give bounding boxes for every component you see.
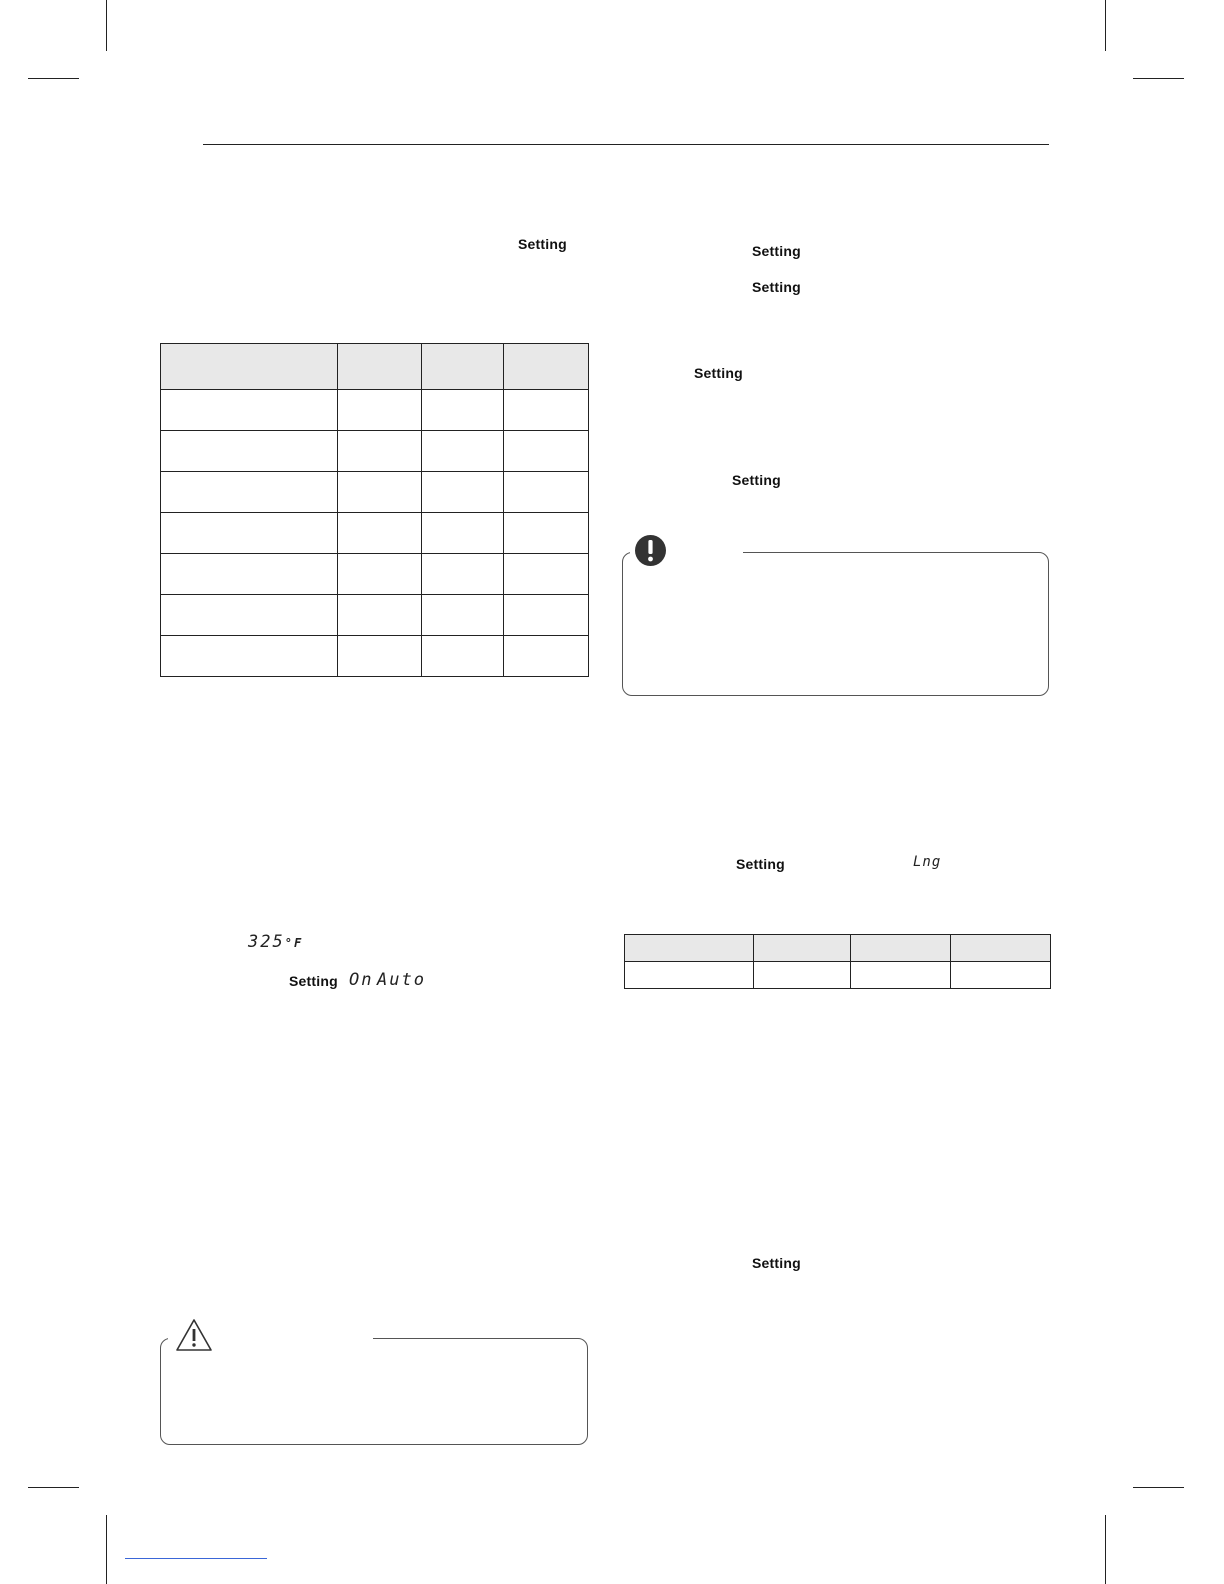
table-row [161,513,589,554]
crop-mark-bottom-left-horizontal [28,1487,79,1488]
temperature-value: 325 [248,932,285,952]
display-lng: Lng [913,854,942,870]
temperature-unit: °F [284,936,304,950]
table-row [161,595,589,636]
crop-mark-bottom-left-vertical [106,1515,107,1584]
note-box [622,552,1049,696]
setting-key-label: Setting [518,236,567,252]
footer-link-underline [125,1558,267,1559]
table-row [161,472,589,513]
display-on: On [349,970,374,990]
setting-key-label: Setting [736,856,785,872]
setting-key-label: Setting [752,1255,801,1271]
temperature-display [248,932,303,952]
exclamation-circle-icon [634,534,667,567]
setting-key-label: Setting [289,973,338,989]
display-auto: Auto [377,970,426,990]
caution-box [160,1338,588,1445]
setting-key-label: Setting [694,365,743,381]
crop-mark-bottom-right-horizontal [1133,1487,1184,1488]
table-row [161,554,589,595]
preset-table [160,343,589,677]
table-row [161,636,589,677]
crop-mark-bottom-right-vertical [1105,1515,1106,1584]
table-row [161,431,589,472]
table-header-row [625,935,1051,962]
table-row [625,962,1051,989]
setting-key-label: Setting [752,279,801,295]
setting-key-label: Setting [732,472,781,488]
table-header-row [161,344,589,390]
warning-triangle-icon [175,1318,213,1352]
table-row [161,390,589,431]
crop-mark-top-left-horizontal [28,78,79,79]
language-table [624,934,1051,989]
setting-key-label: Setting [752,243,801,259]
header-rule [203,144,1049,145]
crop-mark-top-right-horizontal [1133,78,1184,79]
crop-mark-top-right-vertical [1105,0,1106,51]
crop-mark-top-left-vertical [106,0,107,51]
